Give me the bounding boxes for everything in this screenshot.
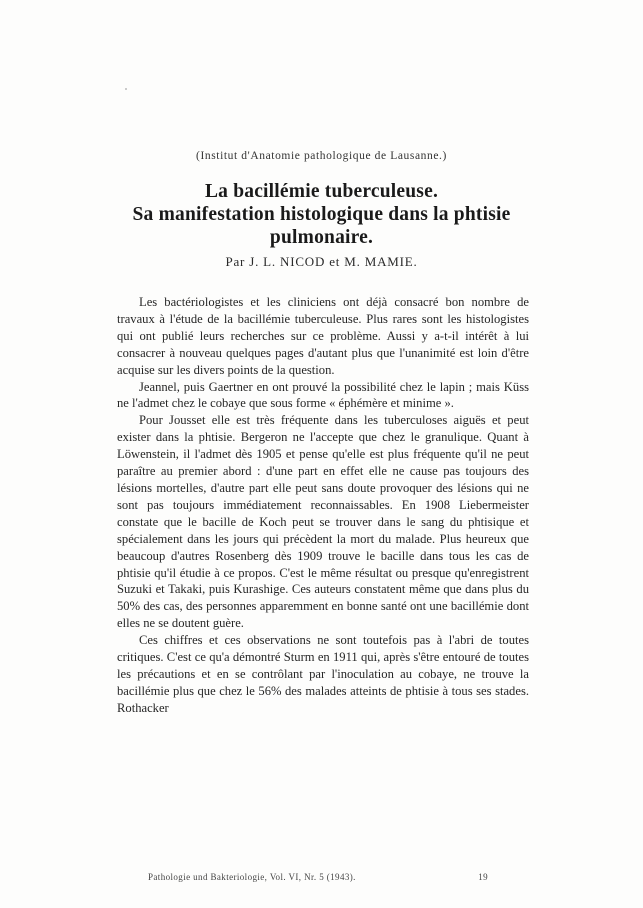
paragraph-4: Ces chiffres et ces observations ne sont toutefois pas à l'abri de toutes critiques. C'est ce qu'a démontré Sturm en 1911 qui, après s'être entouré de toutes les précautions et en se contrôlant par l'inoculation au cobaye, ne trouve la bacillémie plus que chez le 56% des malades atteints de phtisie à tous ses stades. Rothacker	[117, 633, 529, 715]
title-line-3: pulmonaire.	[269, 227, 374, 248]
article-title	[80, 180, 563, 249]
paragraph-3: Pour Jousset elle est très fréquente dans les tuberculoses aiguës et peut exister dans la phtisie. Bergeron ne l'accepte que chez le granulique. Quant à Löwenstein, il l'admet dès 1905 et pense qu'elle est plus fréquente qu'il ne peut paraître au premier abord : d'une part en effet elle ne cause pas toujours des lésions mortelles, d'autre part elle peut sans doute provoquer des lésions qui ne sont pas toujours immédiatement reconnaissables. En 1908 Liebermeister constate que le bacille de Koch peut se trouver dans le sang du phtisique et spécialement dans les jours qui précèdent la mort du malade. Plus heureux que beaucoup d'autres Rosenberg dès 1909 trouve le bacille dans tous les cas de phtisie qu'il étudie à ce propos. C'est le même résultat ou presque qu'enregistrent Suzuki et Takaki, puis Kurashige. Ces auteurs constatent même que dans plus du 50% des cas, des personnes apparemment en bonne santé ont une bacillémie dont elles ne se doutent guère.	[117, 413, 529, 631]
article-body	[117, 294, 529, 717]
paper-speck	[125, 88, 127, 90]
page-footer	[148, 872, 488, 882]
paragraph-1: Les bactériologistes et les cliniciens ont déjà consacré bon nombre de travaux à l'étude de la bacillémie tuberculeuse. Plus rares sont les histologistes qui ont publié leurs recherches sur ce problème. Aussi y a-t-il intérêt à lui consacrer à nouveau quelques pages d'autant plus que l'unanimité est loin d'être acquise sur les divers points de la question.	[117, 295, 529, 377]
title-line-2: Sa manifestation histologique dans la phtisie	[132, 204, 511, 225]
authors-line: Par J. L. NICOD et M. MAMIE.	[225, 254, 418, 269]
title-line-1: La bacillémie tuberculeuse.	[204, 181, 439, 202]
journal-citation: Pathologie und Bakteriologie, Vol. VI, Nr. 5 (1943).	[148, 872, 356, 882]
page-number: 19	[478, 872, 488, 882]
paragraph-2: Jeannel, puis Gaertner en ont prouvé la possibilité chez le lapin ; mais Küss ne l'admet chez le cobaye que sous forme « éphémère et minime ».	[117, 379, 529, 411]
institute-line: (Institut d'Anatomie pathologique de Lausanne.)	[196, 150, 447, 162]
